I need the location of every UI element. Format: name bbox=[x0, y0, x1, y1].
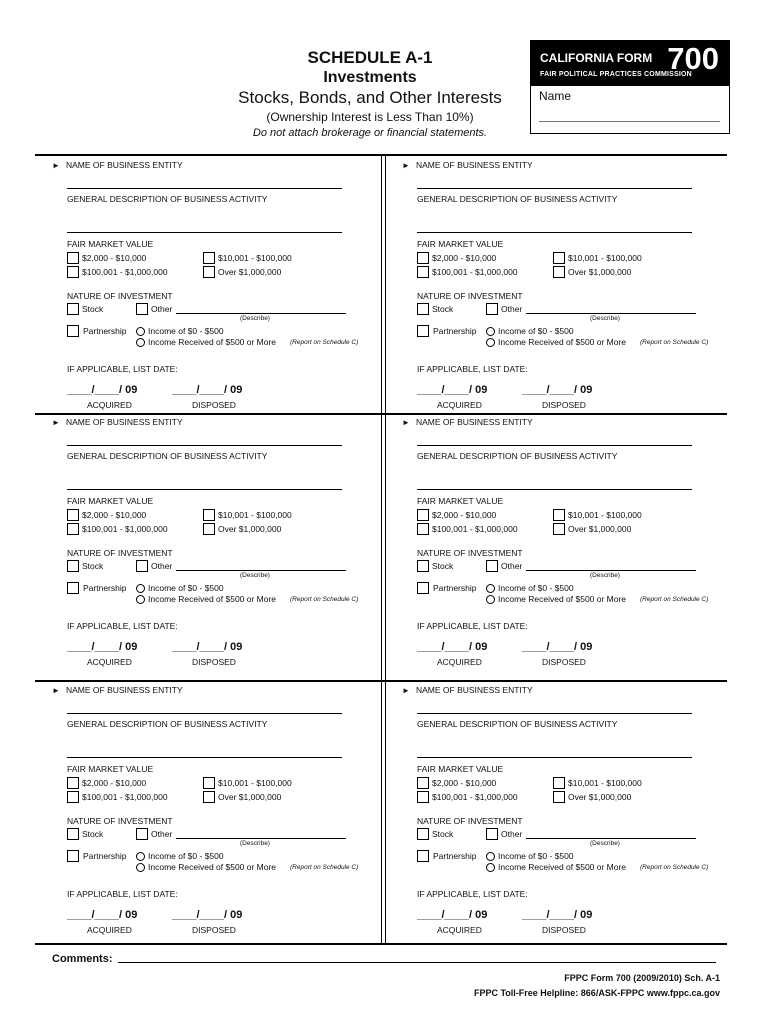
fmv-option-label: $100,001 - $1,000,000 bbox=[432, 792, 518, 802]
fmv-label: FAIR MARKET VALUE bbox=[417, 764, 504, 774]
fmv-checkbox-10001[interactable] bbox=[553, 777, 565, 789]
other-label: Other bbox=[501, 829, 523, 839]
acquired-label: ACQUIRED bbox=[87, 657, 132, 667]
entry-arrow-icon: ► bbox=[52, 161, 60, 170]
fmv-option-label: $2,000 - $10,000 bbox=[82, 253, 147, 263]
fmv-checkbox-over-1m[interactable] bbox=[203, 523, 215, 535]
activity-field[interactable] bbox=[67, 232, 342, 233]
ownership-note: (Ownership Interest is Less Than 10%) bbox=[266, 110, 474, 124]
comments-field[interactable] bbox=[118, 962, 716, 963]
fmv-option-label: Over $1,000,000 bbox=[568, 524, 632, 534]
entity-name-field[interactable] bbox=[67, 188, 342, 189]
fmv-checkbox-100001[interactable] bbox=[67, 266, 79, 278]
income-high-radio[interactable] bbox=[136, 338, 145, 347]
fmv-checkbox-2000[interactable] bbox=[417, 252, 429, 264]
attachment-note: Do not attach brokerage or financial statements. bbox=[252, 127, 488, 139]
fmv-checkbox-2000[interactable] bbox=[417, 509, 429, 521]
fmv-checkbox-100001[interactable] bbox=[67, 523, 79, 535]
date-label: IF APPLICABLE, LIST DATE: bbox=[67, 889, 178, 899]
acquired-label: ACQUIRED bbox=[87, 400, 132, 410]
schedule-c-note: (Report on Schedule C) bbox=[640, 339, 709, 346]
entity-name-field[interactable] bbox=[417, 188, 692, 189]
describe-label: (Describe) bbox=[590, 572, 620, 579]
nature-label: NATURE OF INVESTMENT bbox=[417, 291, 523, 301]
fmv-label: FAIR MARKET VALUE bbox=[67, 764, 154, 774]
fmv-option-label: $2,000 - $10,000 bbox=[82, 510, 147, 520]
other-label: Other bbox=[501, 304, 523, 314]
stock-checkbox[interactable] bbox=[417, 560, 429, 572]
partnership-checkbox[interactable] bbox=[67, 850, 79, 862]
fmv-checkbox-10001[interactable] bbox=[553, 252, 565, 264]
activity-field[interactable] bbox=[67, 757, 342, 758]
fmv-option-label: $10,001 - $100,000 bbox=[218, 253, 292, 263]
date-acquired-field[interactable]: ____/____/ 09 bbox=[417, 641, 488, 653]
schedule-c-note: (Report on Schedule C) bbox=[290, 864, 359, 871]
date-label: IF APPLICABLE, LIST DATE: bbox=[67, 364, 178, 374]
activity-label: GENERAL DESCRIPTION OF BUSINESS ACTIVITY bbox=[417, 194, 618, 204]
fmv-option-label: $2,000 - $10,000 bbox=[432, 253, 497, 263]
schedule-c-note: (Report on Schedule C) bbox=[640, 596, 709, 603]
partnership-checkbox[interactable] bbox=[67, 325, 79, 337]
fmv-option-label: Over $1,000,000 bbox=[218, 792, 282, 802]
form-label: CALIFORNIA FORM bbox=[540, 51, 653, 65]
fmv-option-label: $100,001 - $1,000,000 bbox=[82, 524, 168, 534]
date-disposed-field[interactable]: ____/____/ 09 bbox=[172, 641, 243, 653]
entity-label: NAME OF BUSINESS ENTITY bbox=[66, 685, 183, 695]
date-acquired-field[interactable]: ____/____/ 09 bbox=[417, 384, 488, 396]
fmv-checkbox-10001[interactable] bbox=[203, 252, 215, 264]
entity-name-field[interactable] bbox=[417, 713, 692, 714]
investment-entry bbox=[52, 685, 392, 940]
other-describe-field[interactable] bbox=[176, 570, 346, 571]
describe-label: (Describe) bbox=[240, 572, 270, 579]
entity-name-field[interactable] bbox=[67, 445, 342, 446]
income-low-label: Income of $0 - $500 bbox=[498, 583, 574, 593]
entry-arrow-icon: ► bbox=[402, 418, 410, 427]
describe-label: (Describe) bbox=[590, 840, 620, 847]
disposed-label: DISPOSED bbox=[192, 400, 236, 410]
fmv-option-label: $10,001 - $100,000 bbox=[568, 510, 642, 520]
income-high-radio[interactable] bbox=[486, 338, 495, 347]
entity-label: NAME OF BUSINESS ENTITY bbox=[416, 417, 533, 427]
fmv-option-label: Over $1,000,000 bbox=[568, 267, 632, 277]
income-low-label: Income of $0 - $500 bbox=[498, 851, 574, 861]
acquired-label: ACQUIRED bbox=[437, 657, 482, 667]
fmv-option-label: $100,001 - $1,000,000 bbox=[82, 792, 168, 802]
activity-field[interactable] bbox=[67, 489, 342, 490]
fmv-checkbox-over-1m[interactable] bbox=[553, 266, 565, 278]
schedule-c-note: (Report on Schedule C) bbox=[290, 339, 359, 346]
disposed-label: DISPOSED bbox=[192, 925, 236, 935]
other-describe-field[interactable] bbox=[526, 570, 696, 571]
investment-entry bbox=[402, 417, 742, 672]
income-low-radio[interactable] bbox=[486, 852, 495, 861]
other-checkbox[interactable] bbox=[486, 560, 498, 572]
other-label: Other bbox=[151, 561, 173, 571]
fmv-checkbox-10001[interactable] bbox=[203, 777, 215, 789]
stock-checkbox[interactable] bbox=[67, 303, 79, 315]
fmv-checkbox-10001[interactable] bbox=[553, 509, 565, 521]
income-low-label: Income of $0 - $500 bbox=[148, 583, 224, 593]
income-low-label: Income of $0 - $500 bbox=[148, 326, 224, 336]
stock-label: Stock bbox=[432, 829, 454, 839]
date-label: IF APPLICABLE, LIST DATE: bbox=[417, 364, 528, 374]
income-high-label: Income Received of $500 or More bbox=[148, 594, 277, 604]
entry-arrow-icon: ► bbox=[402, 161, 410, 170]
nature-label: NATURE OF INVESTMENT bbox=[417, 548, 523, 558]
investment-entry bbox=[402, 160, 742, 415]
date-disposed-field[interactable]: ____/____/ 09 bbox=[522, 641, 593, 653]
date-acquired-field[interactable]: ____/____/ 09 bbox=[67, 384, 138, 396]
acquired-label: ACQUIRED bbox=[437, 925, 482, 935]
entry-arrow-icon: ► bbox=[402, 686, 410, 695]
fmv-checkbox-2000[interactable] bbox=[417, 777, 429, 789]
income-high-radio[interactable] bbox=[136, 595, 145, 604]
other-describe-field[interactable] bbox=[176, 313, 346, 314]
fmv-label: FAIR MARKET VALUE bbox=[417, 239, 504, 249]
fmv-option-label: $100,001 - $1,000,000 bbox=[432, 267, 518, 277]
partnership-label: Partnership bbox=[83, 583, 127, 593]
activity-field[interactable] bbox=[417, 232, 692, 233]
stock-label: Stock bbox=[432, 561, 454, 571]
fmv-checkbox-over-1m[interactable] bbox=[203, 266, 215, 278]
form-id-banner bbox=[531, 41, 729, 86]
bottom-rule bbox=[35, 943, 727, 945]
date-disposed-field[interactable]: ____/____/ 09 bbox=[172, 909, 243, 921]
fmv-checkbox-10001[interactable] bbox=[203, 509, 215, 521]
stock-checkbox[interactable] bbox=[417, 303, 429, 315]
fmv-checkbox-2000[interactable] bbox=[67, 777, 79, 789]
fmv-checkbox-over-1m[interactable] bbox=[553, 791, 565, 803]
income-low-radio[interactable] bbox=[136, 327, 145, 336]
stock-label: Stock bbox=[82, 561, 104, 571]
income-high-radio[interactable] bbox=[486, 595, 495, 604]
income-high-label: Income Received of $500 or More bbox=[148, 862, 277, 872]
schedule-subtitle-2: Stocks, Bonds, and Other Interests bbox=[238, 88, 502, 107]
income-high-label: Income Received of $500 or More bbox=[498, 862, 627, 872]
nature-label: NATURE OF INVESTMENT bbox=[67, 291, 173, 301]
entity-label: NAME OF BUSINESS ENTITY bbox=[66, 417, 183, 427]
fmv-option-label: $2,000 - $10,000 bbox=[82, 778, 147, 788]
partnership-checkbox[interactable] bbox=[417, 850, 429, 862]
activity-label: GENERAL DESCRIPTION OF BUSINESS ACTIVITY bbox=[67, 451, 268, 461]
form-reference: FPPC Form 700 (2009/2010) Sch. A-1 bbox=[564, 973, 720, 983]
entity-name-field[interactable] bbox=[417, 445, 692, 446]
fmv-option-label: $2,000 - $10,000 bbox=[432, 510, 497, 520]
name-label: Name bbox=[539, 89, 572, 103]
income-low-radio[interactable] bbox=[136, 584, 145, 593]
date-acquired-field[interactable]: ____/____/ 09 bbox=[417, 909, 488, 921]
form-id-box bbox=[530, 40, 730, 134]
date-disposed-field[interactable]: ____/____/ 09 bbox=[172, 384, 243, 396]
fmv-checkbox-over-1m[interactable] bbox=[553, 523, 565, 535]
commission-name: FAIR POLITICAL PRACTICES COMMISSION bbox=[540, 71, 692, 78]
disposed-label: DISPOSED bbox=[192, 657, 236, 667]
fmv-option-label: Over $1,000,000 bbox=[218, 524, 282, 534]
other-describe-field[interactable] bbox=[526, 313, 696, 314]
schedule-subtitle: Investments bbox=[323, 69, 417, 86]
entity-label: NAME OF BUSINESS ENTITY bbox=[416, 685, 533, 695]
disposed-label: DISPOSED bbox=[542, 400, 586, 410]
acquired-label: ACQUIRED bbox=[87, 925, 132, 935]
other-checkbox[interactable] bbox=[136, 560, 148, 572]
name-field[interactable] bbox=[539, 121, 720, 122]
partnership-label: Partnership bbox=[433, 851, 477, 861]
fmv-option-label: $100,001 - $1,000,000 bbox=[432, 524, 518, 534]
activity-label: GENERAL DESCRIPTION OF BUSINESS ACTIVITY bbox=[67, 194, 268, 204]
fmv-checkbox-100001[interactable] bbox=[67, 791, 79, 803]
partnership-label: Partnership bbox=[83, 326, 127, 336]
other-describe-field[interactable] bbox=[526, 838, 696, 839]
income-high-label: Income Received of $500 or More bbox=[498, 337, 627, 347]
comments-label: Comments: bbox=[52, 953, 113, 965]
stock-checkbox[interactable] bbox=[417, 828, 429, 840]
describe-label: (Describe) bbox=[240, 315, 270, 322]
fmv-option-label: $10,001 - $100,000 bbox=[218, 510, 292, 520]
fmv-option-label: $10,001 - $100,000 bbox=[218, 778, 292, 788]
other-checkbox[interactable] bbox=[486, 303, 498, 315]
other-checkbox[interactable] bbox=[486, 828, 498, 840]
fmv-checkbox-100001[interactable] bbox=[417, 791, 429, 803]
fmv-checkbox-100001[interactable] bbox=[417, 523, 429, 535]
form-number: 700 bbox=[667, 41, 719, 76]
other-describe-field[interactable] bbox=[176, 838, 346, 839]
fmv-option-label: Over $1,000,000 bbox=[568, 792, 632, 802]
date-disposed-field[interactable]: ____/____/ 09 bbox=[522, 909, 593, 921]
fmv-label: FAIR MARKET VALUE bbox=[67, 496, 154, 506]
date-label: IF APPLICABLE, LIST DATE: bbox=[417, 889, 528, 899]
partnership-label: Partnership bbox=[433, 583, 477, 593]
activity-field[interactable] bbox=[417, 489, 692, 490]
fmv-checkbox-100001[interactable] bbox=[417, 266, 429, 278]
fmv-option-label: $10,001 - $100,000 bbox=[568, 253, 642, 263]
row-rule-2 bbox=[35, 680, 727, 682]
investment-entry bbox=[402, 685, 742, 940]
schedule-c-note: (Report on Schedule C) bbox=[640, 864, 709, 871]
income-low-radio[interactable] bbox=[136, 852, 145, 861]
fmv-option-label: $2,000 - $10,000 bbox=[432, 778, 497, 788]
investment-entry bbox=[52, 417, 392, 672]
fmv-checkbox-2000[interactable] bbox=[67, 509, 79, 521]
schedule-title: SCHEDULE A-1 bbox=[307, 48, 433, 67]
partnership-label: Partnership bbox=[83, 851, 127, 861]
date-acquired-field[interactable]: ____/____/ 09 bbox=[67, 909, 138, 921]
describe-label: (Describe) bbox=[590, 315, 620, 322]
date-acquired-field[interactable]: ____/____/ 09 bbox=[67, 641, 138, 653]
stock-label: Stock bbox=[82, 829, 104, 839]
stock-checkbox[interactable] bbox=[67, 828, 79, 840]
stock-label: Stock bbox=[82, 304, 104, 314]
entity-label: NAME OF BUSINESS ENTITY bbox=[416, 160, 533, 170]
income-low-label: Income of $0 - $500 bbox=[148, 851, 224, 861]
investment-entry bbox=[52, 160, 392, 415]
fmv-checkbox-2000[interactable] bbox=[67, 252, 79, 264]
income-high-label: Income Received of $500 or More bbox=[498, 594, 627, 604]
income-high-radio[interactable] bbox=[486, 863, 495, 872]
entity-name-field[interactable] bbox=[67, 713, 342, 714]
schedule-c-note: (Report on Schedule C) bbox=[290, 596, 359, 603]
activity-field[interactable] bbox=[417, 757, 692, 758]
fmv-label: FAIR MARKET VALUE bbox=[67, 239, 154, 249]
other-checkbox[interactable] bbox=[136, 828, 148, 840]
stock-checkbox[interactable] bbox=[67, 560, 79, 572]
entry-arrow-icon: ► bbox=[52, 418, 60, 427]
disposed-label: DISPOSED bbox=[542, 657, 586, 667]
acquired-label: ACQUIRED bbox=[437, 400, 482, 410]
partnership-checkbox[interactable] bbox=[67, 582, 79, 594]
helpline: FPPC Toll-Free Helpline: 866/ASK-FPPC www.fppc.ca.gov bbox=[473, 988, 720, 998]
nature-label: NATURE OF INVESTMENT bbox=[67, 548, 173, 558]
income-low-radio[interactable] bbox=[486, 584, 495, 593]
other-label: Other bbox=[151, 304, 173, 314]
partnership-label: Partnership bbox=[433, 326, 477, 336]
activity-label: GENERAL DESCRIPTION OF BUSINESS ACTIVITY bbox=[417, 451, 618, 461]
fmv-option-label: $100,001 - $1,000,000 bbox=[82, 267, 168, 277]
income-low-label: Income of $0 - $500 bbox=[498, 326, 574, 336]
income-high-label: Income Received of $500 or More bbox=[148, 337, 277, 347]
income-low-radio[interactable] bbox=[486, 327, 495, 336]
entity-label: NAME OF BUSINESS ENTITY bbox=[66, 160, 183, 170]
fmv-option-label: Over $1,000,000 bbox=[218, 267, 282, 277]
nature-label: NATURE OF INVESTMENT bbox=[67, 816, 173, 826]
fmv-option-label: $10,001 - $100,000 bbox=[568, 778, 642, 788]
partnership-checkbox[interactable] bbox=[417, 582, 429, 594]
date-disposed-field[interactable]: ____/____/ 09 bbox=[522, 384, 593, 396]
partnership-checkbox[interactable] bbox=[417, 325, 429, 337]
stock-label: Stock bbox=[432, 304, 454, 314]
entry-arrow-icon: ► bbox=[52, 686, 60, 695]
other-checkbox[interactable] bbox=[136, 303, 148, 315]
fmv-checkbox-over-1m[interactable] bbox=[203, 791, 215, 803]
date-label: IF APPLICABLE, LIST DATE: bbox=[67, 621, 178, 631]
other-label: Other bbox=[501, 561, 523, 571]
activity-label: GENERAL DESCRIPTION OF BUSINESS ACTIVITY bbox=[417, 719, 618, 729]
nature-label: NATURE OF INVESTMENT bbox=[417, 816, 523, 826]
date-label: IF APPLICABLE, LIST DATE: bbox=[417, 621, 528, 631]
describe-label: (Describe) bbox=[240, 840, 270, 847]
income-high-radio[interactable] bbox=[136, 863, 145, 872]
fmv-label: FAIR MARKET VALUE bbox=[417, 496, 504, 506]
activity-label: GENERAL DESCRIPTION OF BUSINESS ACTIVITY bbox=[67, 719, 268, 729]
other-label: Other bbox=[151, 829, 173, 839]
disposed-label: DISPOSED bbox=[542, 925, 586, 935]
